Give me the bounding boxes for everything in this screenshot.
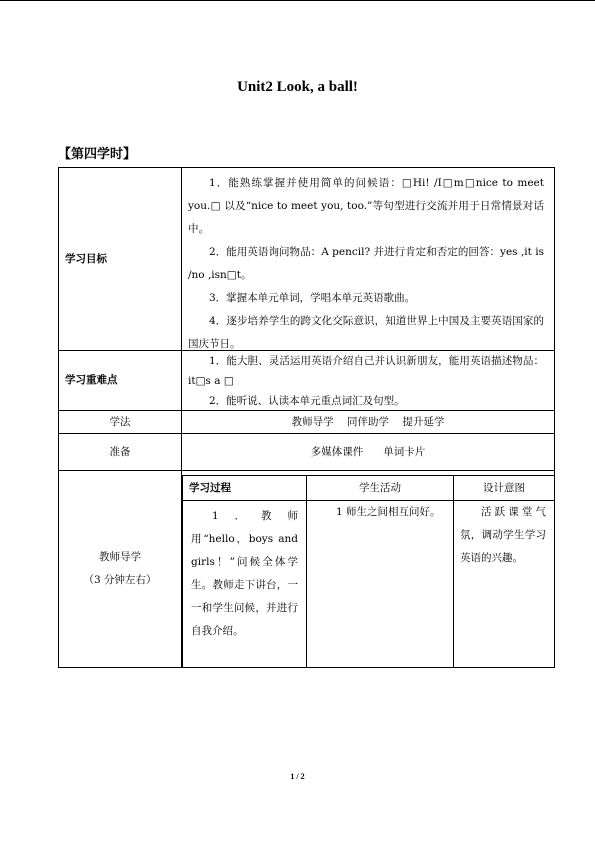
- key-points-label: 学习重难点: [58, 350, 182, 411]
- goal-item: 3．掌握本单元单词，学唱本单元英语歌曲。: [209, 292, 416, 304]
- header-student-activity: 学生活动: [306, 475, 454, 501]
- goals-content: [181, 167, 555, 351]
- design-cell: [453, 500, 555, 668]
- goals-label: 学习目标: [58, 167, 182, 351]
- goal-item: 4．逐步培养学生的跨文化交际意识，知道世界上中国及主要英语国家的国庆节日。: [188, 315, 544, 350]
- student-text: 1 师生之间相互问好。: [336, 506, 441, 518]
- process-cell: [182, 500, 307, 668]
- section-heading: 【第四学时】: [58, 147, 137, 162]
- goal-item: 2．能用英语询问物品：A pencil? 并进行肯定和否定的回答：yes ,it is /no ,isn□t。: [188, 246, 544, 281]
- process-label-line1: 教师导学: [99, 551, 141, 563]
- student-cell: [306, 500, 454, 668]
- header-process: 学习过程: [182, 475, 307, 501]
- page-number: 1 / 2: [290, 772, 305, 781]
- method-label: 学法: [58, 410, 182, 434]
- key-point-item: 2．能听说、认读本单元重点词汇及句型。: [209, 395, 405, 407]
- header-design-intent: 设计意图: [453, 475, 555, 501]
- design-text: 活跃课堂气氛，调动学生学习英语的兴趣。: [460, 506, 546, 564]
- process-label-line2: （3 分钟左右）: [83, 574, 157, 586]
- goal-item: 1．能熟练掌握并使用简单的问候语：□Hi! /I□m□nice to meet you.□ 以及“nice to meet you, too.”等句型进行交流并用于日常情景对话中。: [188, 177, 544, 235]
- method-value: 教师导学 同伴助学 提升延学: [181, 410, 555, 434]
- page-top-rule: [0, 0, 595, 1]
- page-title: Unit2 Look, a ball!: [237, 79, 358, 95]
- process-label: [58, 470, 182, 668]
- prep-value: 多媒体课件 单词卡片: [181, 433, 555, 471]
- prep-label: 准备: [58, 433, 182, 471]
- key-point-item: 1．能大胆、灵活运用英语介绍自己并认识新朋友，能用英语描述物品：it□s a □: [188, 355, 544, 387]
- process-text: 1．教师用“hello，boys and girls！”问候全体学生。教师走下讲台，一一和学生问候，并进行自我介绍。: [191, 510, 298, 637]
- key-points-content: [181, 350, 555, 411]
